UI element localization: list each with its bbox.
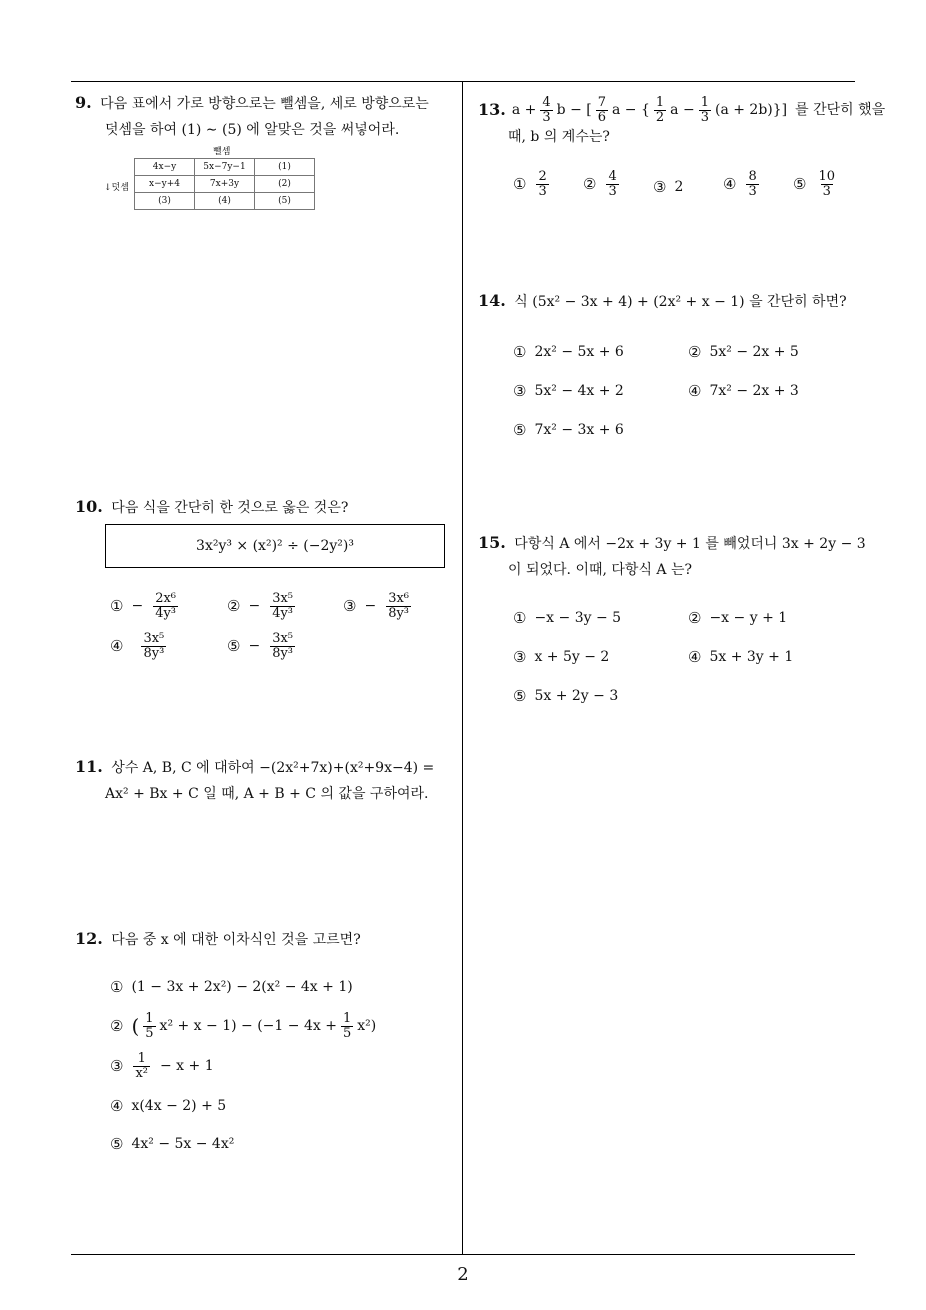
option-text: 7x² − 3x + 6	[534, 422, 624, 438]
option-mark: ⑤	[793, 175, 807, 194]
fraction-denominator: 2	[655, 109, 665, 125]
option-sign: −	[364, 598, 377, 615]
fraction-denominator: 5	[342, 1025, 352, 1041]
option-text: (	[131, 1014, 140, 1039]
question-text: 다항식 A 에서 −2x + 3y + 1 를 빼었더니 3x + 2y − 3	[514, 536, 866, 552]
option-mark: ①	[110, 597, 124, 616]
option-fraction	[606, 170, 618, 198]
option-text: 5x² − 2x + 5	[709, 344, 799, 360]
fraction-numerator: 3x⁵	[272, 631, 294, 646]
option-text: (1 − 3x + 2x²) − 2(x² − 4x + 1)	[131, 979, 353, 995]
question-text-line2: Ax² + Bx + C 일 때, A + B + C 의 값을 구하여라.	[105, 786, 429, 802]
table-cell: 7x+3y	[195, 176, 255, 193]
fraction-numerator: 1	[655, 95, 665, 110]
option-mark: ②	[688, 343, 702, 361]
fraction-denominator: 3	[748, 183, 757, 199]
option-fraction	[341, 1012, 353, 1040]
question-number: 11.	[75, 757, 103, 776]
question-number: 15.	[478, 533, 506, 552]
fraction-denominator: 3	[542, 109, 551, 125]
option-fraction	[386, 592, 411, 620]
option-text: 7x² − 2x + 3	[709, 383, 799, 399]
option-mark: ②	[688, 609, 702, 627]
column-divider	[462, 82, 463, 1254]
option-4[interactable]	[688, 382, 799, 400]
option-2[interactable]	[110, 1012, 376, 1040]
fraction-denominator: 3	[700, 109, 709, 125]
table-cell: 4x−y	[135, 159, 195, 176]
option-fraction	[133, 1052, 150, 1080]
option-fraction	[270, 632, 295, 660]
expression-part: b − [	[556, 102, 592, 119]
question-number: 10.	[75, 497, 103, 516]
question-text-line2: 이 되었다. 이때, 다항식 A 는?	[508, 562, 693, 578]
option-mark: ②	[227, 597, 241, 616]
option-mark: ③	[513, 648, 527, 666]
fraction-numerator: 2x⁶	[155, 591, 177, 606]
table-cell: (2)	[255, 176, 315, 193]
option-2[interactable]	[227, 592, 297, 620]
table-cell: (5)	[255, 193, 315, 210]
option-4[interactable]	[723, 170, 761, 198]
option-mark: ⑤	[110, 1135, 124, 1153]
option-text: x(4x − 2) + 5	[131, 1098, 227, 1114]
question-text: 상수 A, B, C 에 대하여 −(2x²+7x)+(x²+9x−4) =	[111, 760, 435, 776]
option-mark: ③	[513, 382, 527, 400]
option-mark: ⑤	[227, 637, 241, 656]
fraction-numerator: 7	[597, 95, 606, 110]
question-text-line2: 때, b 의 계수는?	[508, 129, 610, 146]
option-5[interactable]	[513, 421, 624, 439]
fraction-numerator: 8	[748, 169, 757, 184]
expression-part: a −	[670, 102, 695, 119]
fraction-denominator: 3	[538, 183, 547, 199]
option-5[interactable]	[793, 170, 839, 198]
option-3[interactable]	[513, 382, 624, 400]
option-1[interactable]	[513, 170, 551, 198]
option-mark: ①	[110, 978, 124, 996]
expression-part: a +	[511, 102, 537, 119]
operation-table	[134, 158, 315, 210]
option-fraction	[536, 170, 548, 198]
fraction-numerator: 3x⁵	[272, 591, 294, 606]
expression: 3x²y³ × (x²)² ÷ (−2y²)³	[196, 538, 354, 554]
fraction-denominator: 8y³	[388, 605, 410, 621]
table-row	[135, 193, 315, 210]
option-3[interactable]	[513, 648, 609, 666]
fraction-numerator: 4	[608, 169, 617, 184]
option-4[interactable]	[110, 632, 168, 660]
option-mark: ③	[653, 178, 667, 196]
option-mark: ④	[688, 382, 702, 400]
fraction-denominator: 3	[608, 183, 617, 199]
option-mark: ⑤	[513, 687, 527, 705]
option-mark: ④	[110, 1097, 124, 1115]
table-cell: 5x−7y−1	[195, 159, 255, 176]
question-text: 다음 표에서 가로 방향으로는 뺄셈을, 세로 방향으로는	[100, 96, 429, 112]
question-10	[75, 494, 348, 521]
expression-fraction	[540, 96, 552, 124]
option-sign: −	[131, 598, 144, 615]
question-15	[478, 530, 866, 583]
fraction-denominator: x²	[135, 1065, 148, 1081]
option-text: 2	[674, 179, 684, 195]
question-text: 식 (5x² − 3x + 4) + (2x² + x − 1) 을 간단히 하면?	[514, 294, 847, 310]
option-mark: ①	[513, 609, 527, 627]
question-number: 12.	[75, 929, 103, 948]
expression-fraction	[699, 96, 711, 124]
option-3[interactable]	[110, 1052, 214, 1080]
fraction-denominator: 8y³	[143, 645, 165, 661]
question-13	[478, 96, 885, 150]
question-number: 14.	[478, 291, 506, 310]
option-mark: ③	[343, 597, 357, 616]
table-cell: (3)	[135, 193, 195, 210]
expression-fraction	[596, 96, 608, 124]
option-1[interactable]	[110, 592, 180, 620]
option-text: 4x² − 5x − 4x²	[131, 1136, 235, 1152]
table-row	[135, 159, 315, 176]
option-2[interactable]	[583, 170, 621, 198]
expression-part: a − {	[612, 102, 650, 119]
option-mark: ④	[110, 637, 124, 656]
question-9	[75, 90, 429, 143]
option-text: −x − 3y − 5	[534, 610, 622, 626]
fraction-denominator: 3	[822, 183, 831, 199]
option-1[interactable]	[110, 978, 353, 996]
option-sign: −	[248, 638, 261, 655]
fraction-denominator: 5	[145, 1025, 154, 1041]
option-mark: ③	[110, 1057, 124, 1076]
fraction-numerator: 2	[538, 169, 547, 184]
fraction-numerator: 1	[145, 1011, 154, 1026]
fraction-numerator: 3x⁶	[388, 591, 410, 606]
option-5[interactable]	[227, 632, 297, 660]
option-sign: −	[248, 598, 261, 615]
question-11	[75, 754, 434, 807]
question-number: 13.	[478, 100, 506, 120]
question-text: 를 간단히 했을	[795, 102, 886, 119]
table-cell: (4)	[195, 193, 255, 210]
option-text: x + 5y − 2	[534, 649, 610, 665]
option-4[interactable]	[110, 1097, 226, 1115]
option-2[interactable]	[688, 343, 799, 361]
option-mark: ④	[688, 648, 702, 666]
option-mark: ①	[513, 343, 527, 361]
option-5[interactable]	[110, 1135, 234, 1153]
option-text: 2x² − 5x + 6	[534, 344, 624, 360]
option-text: 5x² − 4x + 2	[534, 383, 624, 399]
question-text: 다음 중 x 에 대한 이차식인 것을 고르면?	[111, 932, 361, 948]
expression-part: (a + 2b)}]	[714, 102, 788, 119]
option-mark: ②	[110, 1017, 124, 1036]
fraction-denominator: 8y³	[272, 645, 294, 661]
option-1[interactable]	[513, 343, 624, 361]
option-3[interactable]	[653, 178, 683, 196]
fraction-numerator: 3x⁵	[143, 631, 165, 646]
row-direction-label: ↓덧셈	[104, 183, 129, 193]
option-fraction	[143, 1012, 155, 1040]
option-text: 5x + 2y − 3	[534, 688, 619, 704]
option-1[interactable]	[513, 609, 621, 627]
top-rule	[71, 81, 855, 82]
expression-fraction	[654, 96, 666, 124]
expression-box	[105, 524, 445, 568]
option-fraction	[270, 592, 295, 620]
fraction-numerator: 10	[818, 169, 835, 184]
option-5[interactable]	[513, 687, 618, 705]
option-fraction	[816, 170, 837, 198]
option-fraction	[153, 592, 178, 620]
option-mark: ②	[583, 175, 597, 194]
option-text: −x − y + 1	[709, 610, 788, 626]
column-direction-label: 뺄셈	[213, 147, 231, 157]
option-text: 5x + 3y + 1	[709, 649, 794, 665]
option-mark: ⑤	[513, 421, 527, 439]
option-text: x² + x − 1) − (−1 − 4x +	[159, 1018, 337, 1035]
question-14	[478, 288, 847, 315]
fraction-denominator: 4y³	[155, 605, 177, 621]
option-fraction	[141, 632, 166, 660]
fraction-denominator: 6	[597, 109, 606, 125]
question-text-line2: 덧셈을 하여 (1) ∼ (5) 에 알맞은 것을 써넣어라.	[105, 122, 400, 138]
table-row	[135, 176, 315, 193]
option-fraction	[746, 170, 758, 198]
option-mark: ①	[513, 175, 527, 194]
page-number: 2	[457, 1264, 469, 1285]
fraction-numerator: 1	[700, 95, 709, 110]
option-mark: ④	[723, 175, 737, 194]
option-3[interactable]	[343, 592, 413, 620]
fraction-numerator: 1	[137, 1051, 146, 1066]
table-cell: (1)	[255, 159, 315, 176]
question-12	[75, 926, 361, 953]
fraction-numerator: 1	[342, 1011, 352, 1026]
option-4[interactable]	[688, 648, 793, 666]
fraction-numerator: 4	[542, 95, 551, 110]
question-number: 9.	[75, 93, 92, 112]
question-text: 다음 식을 간단히 한 것으로 옳은 것은?	[111, 500, 349, 516]
option-text: x²)	[357, 1018, 377, 1035]
option-2[interactable]	[688, 609, 787, 627]
option-text: − x + 1	[160, 1058, 214, 1075]
table-cell: x−y+4	[135, 176, 195, 193]
bottom-rule	[71, 1254, 855, 1255]
fraction-denominator: 4y³	[272, 605, 294, 621]
